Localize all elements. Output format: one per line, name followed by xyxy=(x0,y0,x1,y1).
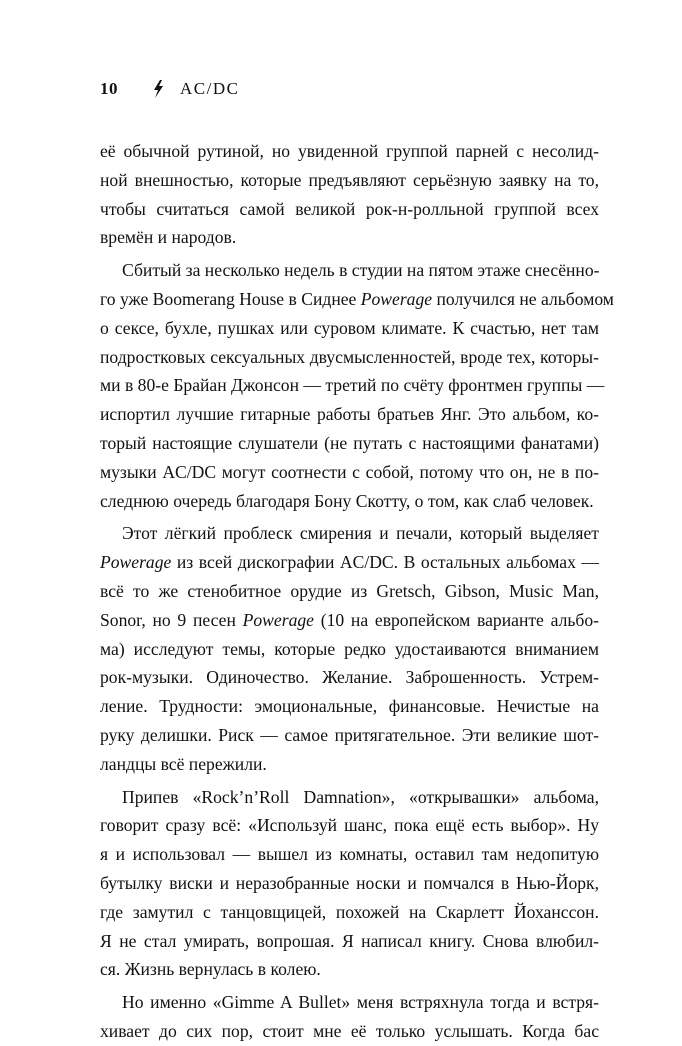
text-line: ление. Трудности: эмоциональные, финансовые. Нечистые на xyxy=(100,696,599,717)
text-line: подростковых сексуальных двусмысленностей, вроде тех, которы- xyxy=(100,346,599,367)
text-line: ной внешностью, которые предъявляют серьёзную заявку на то, xyxy=(100,169,599,190)
text-line: ма) исследуют темы, которые редко удостаиваются вниманием xyxy=(100,638,599,659)
text-line: где замутил с танцовщицей, похожей на Скарлетт Йоханссон. xyxy=(100,901,599,922)
album-title: Powerage xyxy=(242,609,314,630)
text-line: её обычной рутиной, но увиденной группой парней с несолид- xyxy=(100,141,599,161)
page-number: 10 xyxy=(100,79,118,98)
running-title: AC/DC xyxy=(180,79,240,98)
text-line: руку делишки. Риск — самое притягательное. Эти великие шот- xyxy=(100,724,599,745)
text-line: Сбитый за несколько недель в студии на пятом этаже снесённо- xyxy=(122,260,600,281)
album-title: Powerage xyxy=(360,288,433,309)
text-line: Припев «Rock’n’Roll Damnation», «открывашки» альбома, xyxy=(122,786,599,807)
album-title: Powerage xyxy=(100,552,172,573)
paragraph-4 xyxy=(100,783,599,985)
text-line: о сексе, бухле, пушках или суровом климате. К счастью, нет там xyxy=(100,317,599,338)
text-line: рок-музыки. Одиночество. Желание. Заброшенность. Устрем- xyxy=(100,667,599,688)
text-line: следнюю очередь благодаря Бону Скотту, о том, как слаб человек. xyxy=(100,490,594,511)
page-header xyxy=(100,75,239,103)
text-line: испортил лучшие гитарные работы братьев Янг. Это альбом, ко- xyxy=(100,404,599,425)
text-line: всё то же стенобитное орудие из Gretsch, Gibson, Music Man, xyxy=(100,580,599,601)
text-line: Powerage из всей дискографии AC/DC. В остальных альбомах — xyxy=(100,552,599,573)
text-line: Этот лёгкий проблеск смирения и печали, который выделяет xyxy=(122,523,599,544)
text-line: Я не стал умирать, вопрошая. Я написал книгу. Снова влюбил- xyxy=(100,930,599,951)
text-line: го уже Boomerang House в Сиднее Powerage получился не альбомом xyxy=(100,288,614,309)
text-line: музыки AC/DC могут соотнести с собой, потому что он, не в по- xyxy=(100,461,599,482)
text-line: говорит сразу всё: «Используй шанс, пока ещё есть выбор». Ну xyxy=(100,815,599,836)
paragraph-3 xyxy=(100,519,599,778)
text-line: ми в 80-е Брайан Джонсон — третий по счёту фронтмен группы — xyxy=(100,375,605,396)
text-line: ся. Жизнь вернулась в колею. xyxy=(100,959,321,980)
text-line: Но именно «Gimme A Bullet» меня встряхнула тогда и встря- xyxy=(122,992,599,1013)
text-line: бутылку виски и неразобранные носки и помчался в Нью-Йорк, xyxy=(100,872,599,893)
text-line: ландцы всё пережили. xyxy=(100,753,267,774)
text-line: Sonor, но 9 песен Powerage (10 на европейском варианте альбо- xyxy=(100,609,599,630)
paragraph-5 xyxy=(100,988,599,1046)
paragraph-2 xyxy=(100,256,614,515)
text-line: чтобы считаться самой великой рок-н-ролльной группой всех xyxy=(100,198,599,219)
text-line: хивает до сих пор, стоит мне её только услышать. Когда бас xyxy=(100,1020,599,1041)
lightning-bolt-icon xyxy=(152,80,164,98)
text-line: я и использовал — вышел из комнаты, оставил там недопитую xyxy=(100,844,599,865)
text-line: времён и народов. xyxy=(100,227,237,248)
body-text xyxy=(100,137,614,1046)
text-line: торый настоящие слушатели (не путать с настоящими фанатами) xyxy=(100,432,599,453)
paragraph-1 xyxy=(100,137,599,252)
